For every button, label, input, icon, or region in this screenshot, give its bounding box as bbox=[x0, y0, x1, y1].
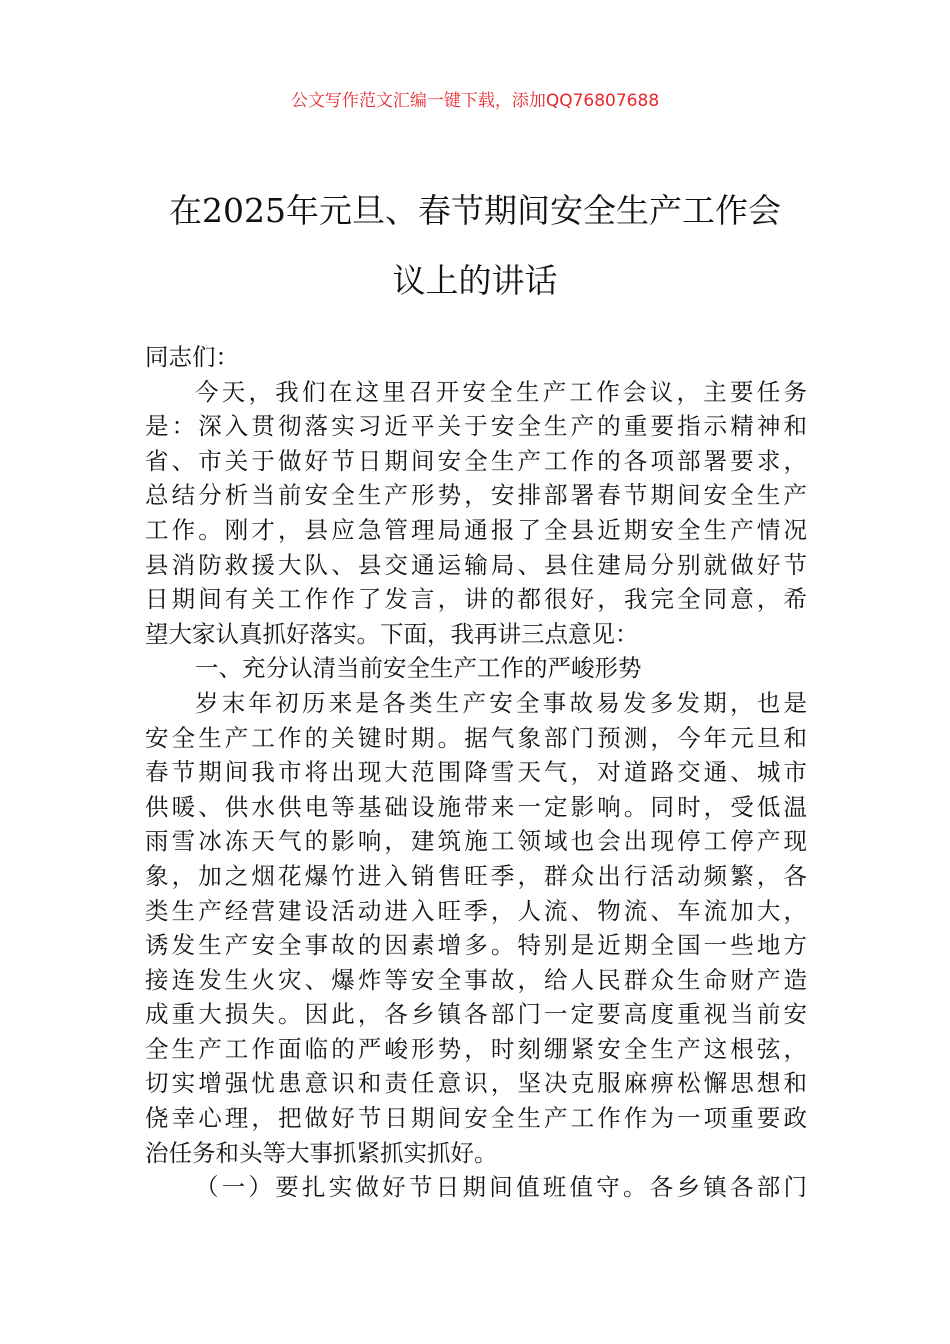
document-body bbox=[145, 340, 807, 1205]
text-line: 县消防救援大队、县交通运输局、县住建局分别就做好节 bbox=[145, 550, 807, 579]
text-line: 全生产工作面临的严峻形势，时刻绷紧安全生产这根弦， bbox=[145, 1034, 807, 1063]
text-line: 岁末年初历来是各类生产安全事故易发多发期，也是 bbox=[195, 688, 807, 717]
text-line: 供暖、供水供电等基础设施带来一定影响。同时，受低温 bbox=[145, 792, 807, 821]
text-line: 成重大损失。因此，各乡镇各部门一定要高度重视当前安 bbox=[145, 1000, 807, 1029]
text-line: 雨雪冰冻天气的影响，建筑施工领域也会出现停工停产现 bbox=[145, 827, 807, 856]
text-line: 日期间有关工作作了发言，讲的都很好，我完全同意，希 bbox=[145, 585, 807, 614]
text-line: 接连发生火灾、爆炸等安全事故，给人民群众生命财产造 bbox=[145, 965, 807, 994]
text-line: 望大家认真抓好落实。下面，我再讲三点意见： bbox=[145, 619, 639, 648]
text-line: 省、市关于做好节日期间安全生产工作的各项部署要求， bbox=[145, 446, 807, 475]
text-line: 工作。刚才，县应急管理局通报了全县近期安全生产情况 bbox=[145, 515, 807, 544]
title-line-1: 在2025年元旦、春节期间安全生产工作会 bbox=[169, 191, 781, 230]
text-line: 诱发生产安全事故的因素增多。特别是近期全国一些地方 bbox=[145, 931, 807, 960]
document-title bbox=[0, 176, 950, 316]
text-line: 一、充分认清当前安全生产工作的严峻形势 bbox=[195, 654, 642, 683]
promo-header: 公文写作范文汇编一键下载，添加QQ76807688 bbox=[290, 91, 660, 111]
text-line: 春节期间我市将出现大范围降雪天气，对道路交通、城市 bbox=[145, 758, 807, 787]
text-line: 同志们： bbox=[145, 343, 239, 371]
text-line: 侥幸心理，把做好节日期间安全生产工作作为一项重要政 bbox=[145, 1104, 807, 1133]
text-line: 象，加之烟花爆竹进入销售旺季，群众出行活动频繁，各 bbox=[145, 861, 807, 890]
title-line-2: 议上的讲话 bbox=[392, 261, 558, 300]
text-line: 类生产经营建设活动进入旺季，人流、物流、车流加大， bbox=[145, 896, 807, 925]
text-line: 今天，我们在这里召开安全生产工作会议，主要任务 bbox=[195, 377, 807, 406]
text-line: 切实增强忧患意识和责任意识，坚决克服麻痹松懈思想和 bbox=[145, 1069, 807, 1098]
text-line: 治任务和头等大事抓紧抓实抓好。 bbox=[145, 1138, 498, 1167]
text-line: （一）要扎实做好节日期间值班值守。各乡镇各部门 bbox=[195, 1173, 807, 1202]
text-line: 是：深入贯彻落实习近平关于安全生产的重要指示精神和 bbox=[145, 412, 807, 441]
text-line: 安全生产工作的关键时期。据气象部门预测，今年元旦和 bbox=[145, 723, 807, 752]
text-line: 总结分析当前安全生产形势，安排部署春节期间安全生产 bbox=[145, 481, 807, 510]
